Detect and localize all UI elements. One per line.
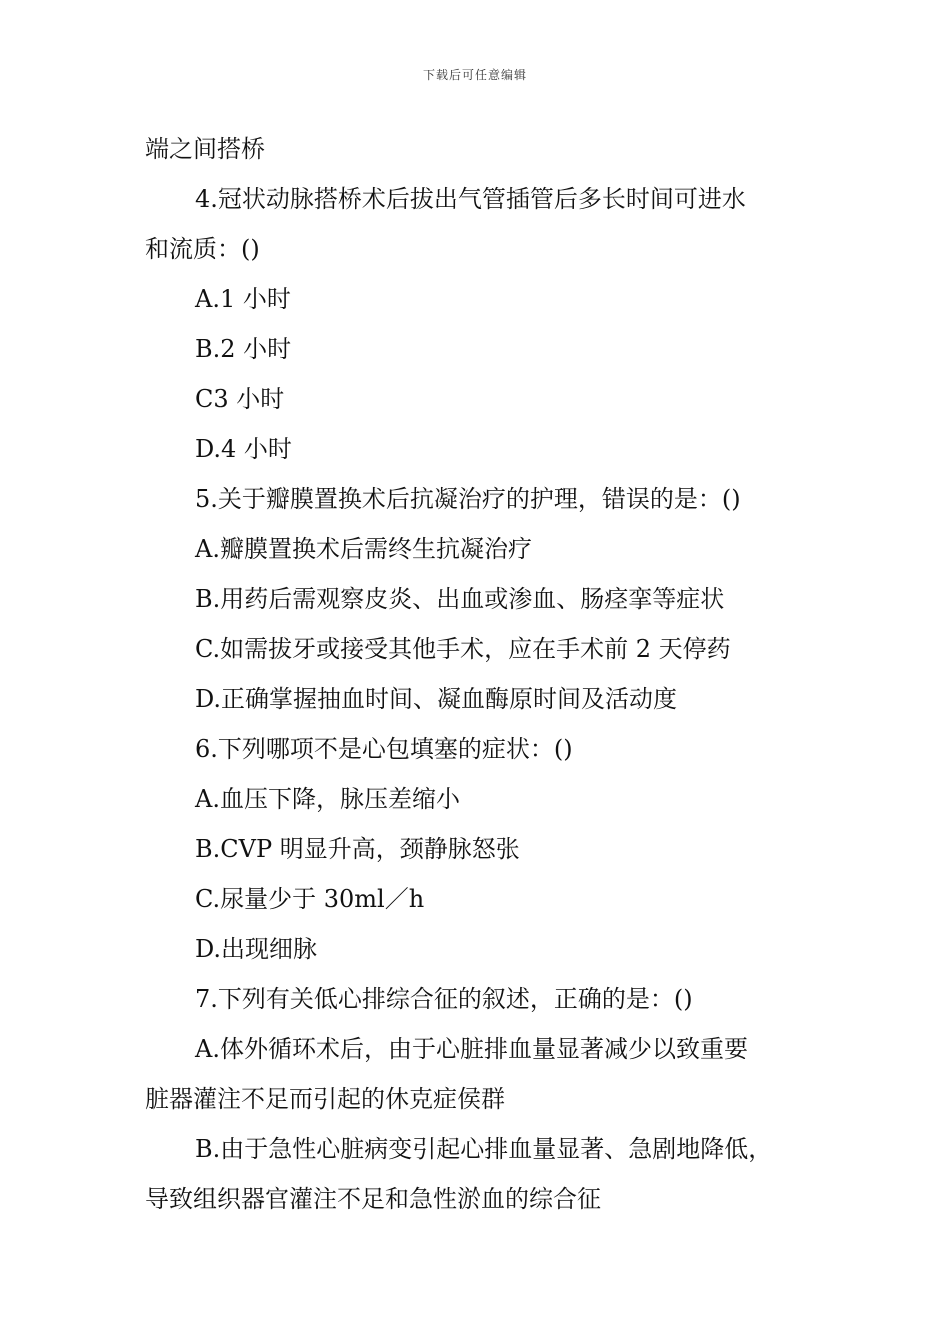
question-4-stem: 4.冠状动脉搭桥术后拔出气管插管后多长时间可进水 xyxy=(195,185,746,213)
question-5-option-a: A.瓣膜置换术后需终生抗凝治疗 xyxy=(195,535,532,563)
text-line: 端之间搭桥 xyxy=(145,135,265,163)
question-4-option-d: D.4 小时 xyxy=(195,435,292,463)
question-7-option-b: B.由于急性心脏病变引起心排血量显著、急剧地降低， xyxy=(195,1135,773,1163)
page-header: 下载后可任意编辑 xyxy=(422,68,527,82)
question-7-option-b-cont: 导致组织器官灌注不足和急性淤血的综合征 xyxy=(145,1185,601,1213)
question-5-stem: 5.关于瓣膜置换术后抗凝治疗的护理，错误的是：() xyxy=(195,485,741,513)
question-4-option-c: C3 小时 xyxy=(195,385,285,413)
question-4-option-a: A.1 小时 xyxy=(195,285,291,313)
question-6-option-b: B.CVP 明显升高，颈静脉怒张 xyxy=(195,835,520,863)
document-body xyxy=(145,124,825,1224)
question-6-stem: 6.下列哪项不是心包填塞的症状：() xyxy=(195,735,573,763)
question-7-stem: 7.下列有关低心排综合征的叙述，正确的是：() xyxy=(195,985,693,1013)
question-7-option-a-cont: 脏器灌注不足而引起的休克症侯群 xyxy=(145,1085,505,1113)
question-6-option-d: D.出现细脉 xyxy=(195,935,318,963)
question-7-option-a: A.体外循环术后，由于心脏排血量显著减少以致重要 xyxy=(195,1035,748,1063)
question-6-option-c: C.尿量少于 30ml／h xyxy=(195,885,425,913)
question-4-stem-cont: 和流质：() xyxy=(145,235,260,263)
question-5-option-c: C.如需拔牙或接受其他手术，应在手术前 2 天停药 xyxy=(195,635,731,663)
question-5-option-b: B.用药后需观察皮炎、出血或渗血、肠痉挛等症状 xyxy=(195,585,725,613)
question-4-option-b: B.2 小时 xyxy=(195,335,292,363)
question-6-option-a: A.血压下降，脉压差缩小 xyxy=(195,785,460,813)
question-5-option-d: D.正确掌握抽血时间、凝血酶原时间及活动度 xyxy=(195,685,678,713)
